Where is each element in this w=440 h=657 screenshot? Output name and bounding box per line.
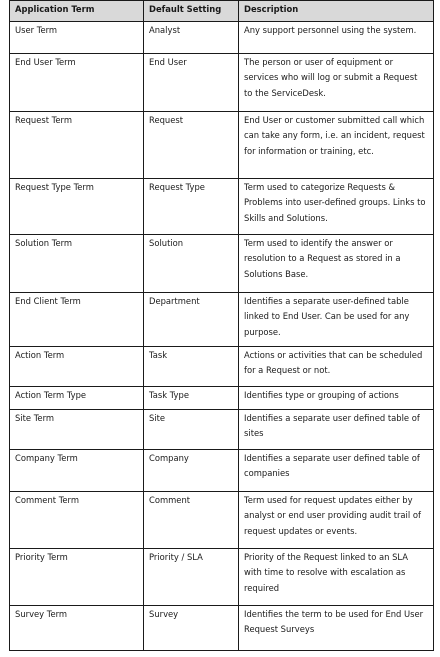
cell-term: User Term	[10, 21, 144, 53]
cell-default: Priority / SLA	[144, 548, 239, 605]
terms-table	[9, 0, 434, 651]
table-row	[10, 548, 434, 605]
table-row	[10, 178, 434, 234]
cell-description: Priority of the Request linked to an SLA with time to resolve with escalation as required	[239, 548, 434, 605]
table-row	[10, 605, 434, 650]
cell-default: Department	[144, 292, 239, 346]
header-application-term: Application Term	[10, 1, 144, 22]
cell-default: Site	[144, 409, 239, 449]
table-row	[10, 234, 434, 292]
cell-description: Term used to identify the answer or resolution to a Request as stored in a Solutions Base.	[239, 234, 434, 292]
header-default-setting: Default Setting	[144, 1, 239, 22]
table-row	[10, 491, 434, 548]
cell-description: Identifies a separate user-defined table linked to End User. Can be used for any purpose.	[239, 292, 434, 346]
cell-term: End User Term	[10, 53, 144, 111]
cell-default: Analyst	[144, 21, 239, 53]
header-description: Description	[239, 1, 434, 22]
cell-default: Task Type	[144, 386, 239, 409]
cell-term: Survey Term	[10, 605, 144, 650]
cell-description: The person or user of equipment or services who will log or submit a Request to the ServiceDesk.	[239, 53, 434, 111]
table-row	[10, 386, 434, 409]
cell-default: Request	[144, 111, 239, 178]
cell-term: Solution Term	[10, 234, 144, 292]
table-row	[10, 53, 434, 111]
cell-term: Action Term Type	[10, 386, 144, 409]
cell-description: Any support personnel using the system.	[239, 21, 434, 53]
cell-description: Identifies a separate user defined table of sites	[239, 409, 434, 449]
cell-term: Comment Term	[10, 491, 144, 548]
cell-description: Actions or activities that can be scheduled for a Request or not.	[239, 346, 434, 386]
header-row	[10, 1, 434, 22]
table-row	[10, 111, 434, 178]
cell-default: Task	[144, 346, 239, 386]
table-row	[10, 346, 434, 386]
cell-term: End Client Term	[10, 292, 144, 346]
cell-default: Solution	[144, 234, 239, 292]
cell-term: Priority Term	[10, 548, 144, 605]
cell-default: End User	[144, 53, 239, 111]
cell-default: Request Type	[144, 178, 239, 234]
cell-default: Comment	[144, 491, 239, 548]
cell-description: Term used to categorize Requests & Problems into user-defined groups. Links to Skills and Solutions.	[239, 178, 434, 234]
table-row	[10, 292, 434, 346]
cell-description: Identifies the term to be used for End User Request Surveys	[239, 605, 434, 650]
cell-description: Identifies a separate user defined table of companies	[239, 449, 434, 491]
table-row	[10, 409, 434, 449]
cell-term: Request Type Term	[10, 178, 144, 234]
cell-term: Site Term	[10, 409, 144, 449]
table-row	[10, 449, 434, 491]
cell-term: Action Term	[10, 346, 144, 386]
cell-default: Company	[144, 449, 239, 491]
cell-default: Survey	[144, 605, 239, 650]
cell-term: Company Term	[10, 449, 144, 491]
cell-description: Term used for request updates either by analyst or end user providing audit trail of request updates or events.	[239, 491, 434, 548]
cell-description: End User or customer submitted call which can take any form, i.e. an incident, request for information or training, etc.	[239, 111, 434, 178]
cell-term: Request Term	[10, 111, 144, 178]
cell-description: Identifies type or grouping of actions	[239, 386, 434, 409]
table-row	[10, 21, 434, 53]
